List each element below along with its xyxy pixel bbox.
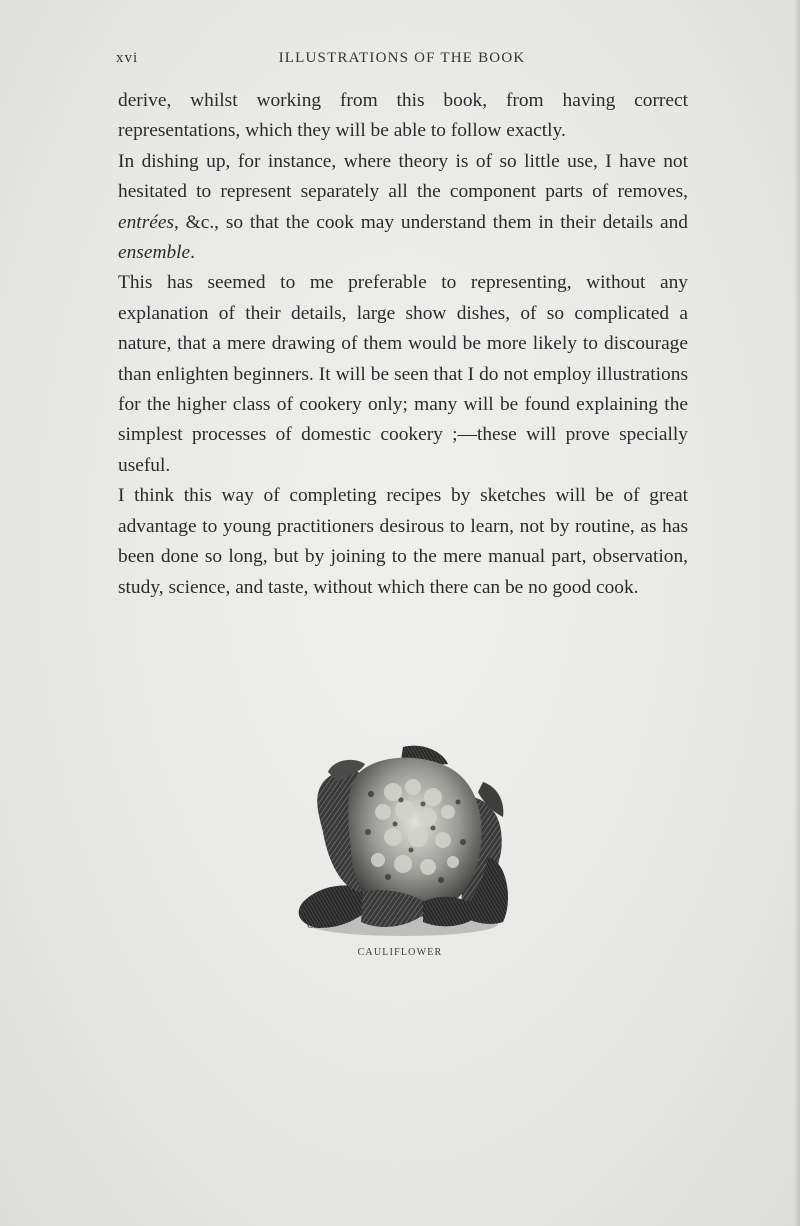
paragraph bbox=[118, 147, 688, 269]
page-header bbox=[116, 50, 688, 72]
page-number: xvi bbox=[116, 50, 139, 66]
paragraph-text: In dishing up, for instance, where theory is of so little use, I have not hesitated to represent separately all the component parts of removes, bbox=[118, 150, 688, 203]
paragraph-text: , &c., so that the cook may understand them in their details and bbox=[174, 211, 688, 233]
body-text bbox=[118, 86, 688, 603]
engraver-signature: C.L. bbox=[307, 920, 325, 931]
paragraph bbox=[118, 268, 688, 481]
running-head: ILLUSTRATIONS OF THE BOOK bbox=[278, 50, 526, 66]
italic-text: entrées bbox=[118, 211, 174, 233]
paragraph-text: derive, whilst working from this book, from having correct representations, which they will be able to follow exactly. bbox=[118, 90, 688, 142]
page-edge-shadow bbox=[794, 0, 800, 1226]
paragraph-text: I think this way of completing recipes by sketches will be of great advantage to young practitioners desirous to learn, not by routine, as has been done so long, but by joining to the mere manual part, observation, study, science, and taste, without which there can be no good cook. bbox=[118, 485, 688, 598]
cauliflower-illustration bbox=[283, 742, 515, 940]
paragraph-text: . bbox=[190, 242, 196, 264]
italic-text: ensemble bbox=[118, 242, 191, 264]
figure-caption: CAULIFLOWER bbox=[357, 947, 443, 958]
paragraph bbox=[118, 86, 688, 147]
cauliflower-icon bbox=[283, 742, 515, 940]
paragraph-text: This has seemed to me preferable to representing, without any explanation of their details, large show dishes, of so complicated a nature, that a mere drawing of them would be more likely to discourage than enlighten beginners. It will be seen that I do not employ illustrations for the higher class of cookery only; many will be found explaining the simplest processes of domestic cookery ;—these will prove specially useful. bbox=[118, 272, 688, 476]
paragraph bbox=[118, 481, 688, 603]
